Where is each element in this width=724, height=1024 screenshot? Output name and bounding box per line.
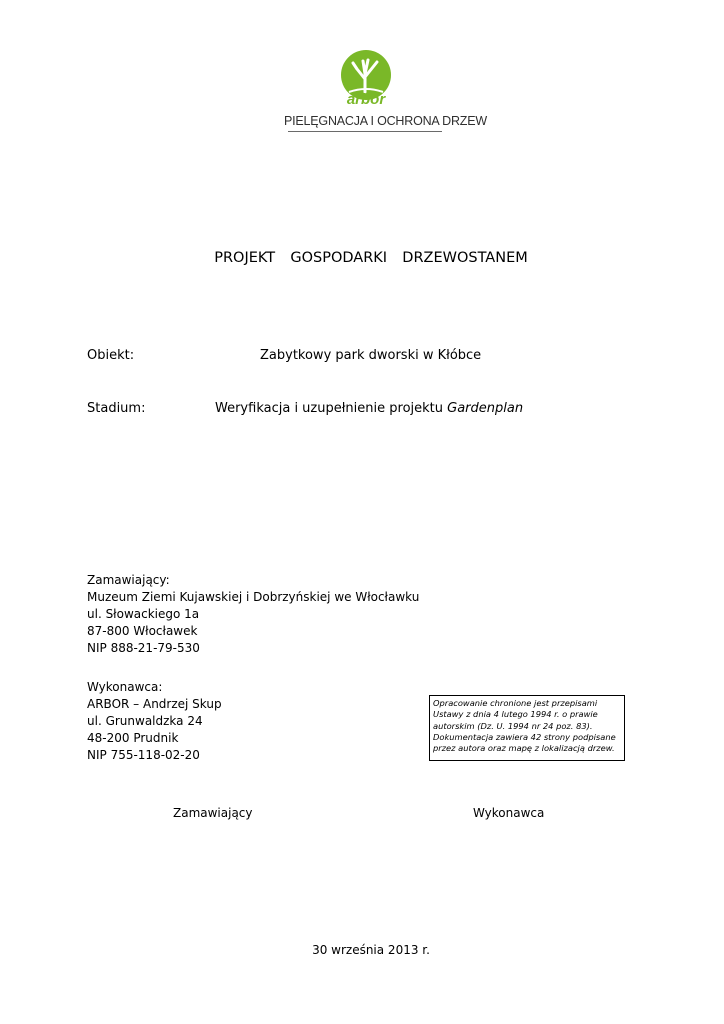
contractor-signature-label: Wykonawca bbox=[473, 806, 545, 820]
contractor-heading: Wykonawca: bbox=[87, 680, 163, 694]
object-label: Obiekt: bbox=[87, 348, 135, 363]
stage-value bbox=[215, 401, 523, 416]
client-line: Muzeum Ziemi Kujawskiej i Dobrzyńskiej we Włocławku bbox=[87, 590, 420, 604]
notice-line: przez autora oraz mapę z lokalizacją drzew. bbox=[433, 743, 615, 754]
client-heading: Zamawiający: bbox=[87, 573, 170, 587]
client-line: NIP 888-21-79-530 bbox=[87, 641, 200, 655]
logo-divider bbox=[288, 131, 442, 132]
company-logo bbox=[284, 48, 487, 138]
client-signature-label: Zamawiający bbox=[173, 806, 253, 820]
document-date: 30 września 2013 r. bbox=[312, 943, 430, 957]
contractor-block bbox=[87, 679, 222, 764]
notice-line: Ustawy z dnia 4 lutego 1994 r. o prawie bbox=[433, 709, 598, 720]
logo-brand-text: arbor bbox=[346, 91, 386, 108]
client-block bbox=[87, 572, 419, 657]
logo-caption: PIELĘGNACJA I OCHRONA DRZEW bbox=[284, 114, 487, 128]
stage-value-italic: Gardenplan bbox=[447, 401, 524, 416]
contractor-line: ARBOR – Andrzej Skup bbox=[87, 697, 222, 711]
contractor-line: NIP 755-118-02-20 bbox=[87, 748, 200, 762]
tree-logo-icon bbox=[340, 48, 392, 108]
copyright-notice-box bbox=[429, 695, 625, 761]
notice-line: Opracowanie chronione jest przepisami bbox=[433, 698, 598, 708]
contractor-line: ul. Grunwaldzka 24 bbox=[87, 714, 203, 728]
contractor-line: 48-200 Prudnik bbox=[87, 731, 179, 745]
client-line: 87-800 Włocławek bbox=[87, 624, 198, 638]
notice-line: Dokumentacja zawiera 42 strony podpisane bbox=[433, 731, 616, 742]
client-line: ul. Słowackiego 1a bbox=[87, 607, 200, 621]
notice-line: autorskim (Dz. U. 1994 nr 24 poz. 83). bbox=[433, 720, 593, 731]
stage-value-text: Weryfikacja i uzupełnienie projektu bbox=[215, 401, 448, 416]
document-title: PROJEKT GOSPODARKI DRZEWOSTANEM bbox=[214, 250, 528, 266]
object-value: Zabytkowy park dworski w Kłóbce bbox=[260, 348, 482, 363]
stage-label: Stadium: bbox=[87, 401, 146, 416]
